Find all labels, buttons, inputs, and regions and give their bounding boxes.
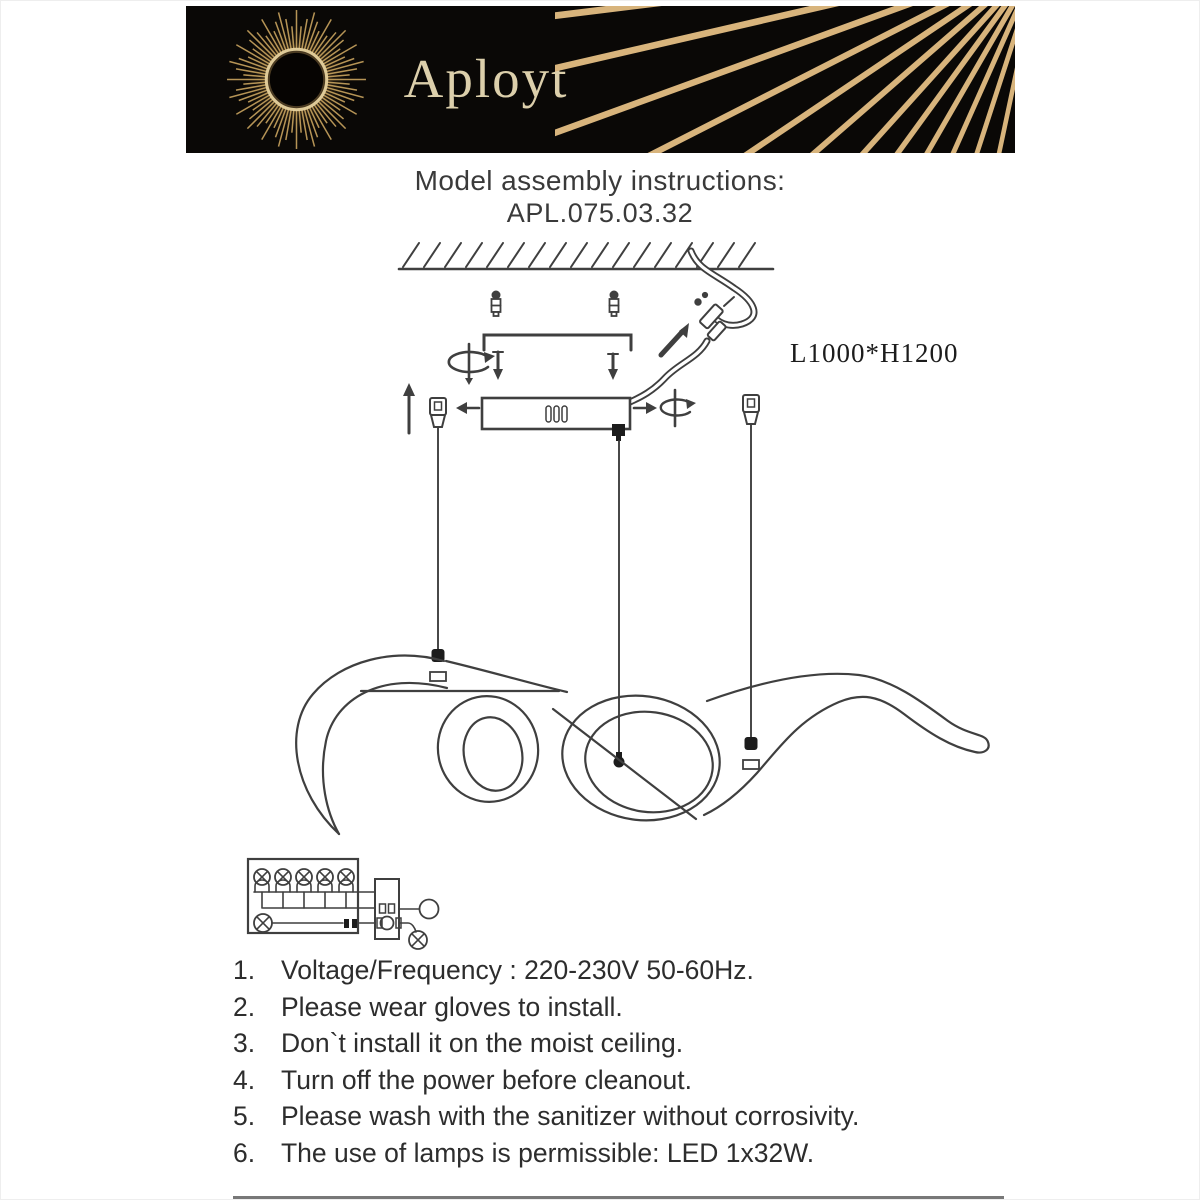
item-text: Voltage/Frequency : 220-230V 50-60Hz.	[281, 955, 754, 985]
power-cord	[630, 251, 754, 402]
brand-name: Aployt	[403, 48, 569, 109]
item-text: Please wear gloves to install.	[281, 991, 623, 1022]
slide-arrow-left-icon	[456, 402, 479, 414]
up-arrow-icon	[403, 383, 415, 433]
list-item	[233, 989, 1023, 1026]
list-item	[233, 1135, 1023, 1172]
rotate-icon-right	[661, 390, 696, 426]
cord-grip-icon-left	[430, 398, 446, 427]
wall-anchor-icons	[492, 291, 619, 316]
rotate-icon-left	[449, 344, 495, 385]
wiring-schematic	[248, 859, 439, 949]
item-number: 5.	[233, 1101, 256, 1132]
list-item	[233, 1025, 1023, 1062]
item-number: 2.	[233, 991, 256, 1022]
terminal-circle-icon	[420, 900, 439, 919]
item-text: Don`t install it on the moist ceiling.	[281, 1028, 684, 1059]
list-item	[233, 1098, 1023, 1135]
item-number: 1.	[233, 955, 256, 985]
list-item	[233, 1062, 1023, 1099]
driver-box	[375, 879, 401, 939]
mounting-bracket	[484, 335, 631, 350]
dimension-label: L1000*H1200	[790, 338, 959, 368]
slide-arrow-right-icon	[634, 402, 657, 414]
instruction-list	[233, 952, 1023, 1172]
list-item	[233, 952, 1023, 989]
item-text: Please wash with the sanitizer without corrosivity.	[281, 1101, 860, 1132]
suspension-cables	[438, 424, 751, 757]
ceiling	[399, 243, 773, 269]
ribbon-led-fixture	[296, 656, 988, 834]
item-text: Turn off the power before cleanout.	[281, 1064, 693, 1095]
canopy-box	[482, 398, 630, 441]
page-crop-strip	[233, 1196, 1004, 1200]
canopy-cable-outlet	[612, 424, 625, 436]
model-number: APL.075.03.32	[506, 198, 694, 228]
page-title: Model assembly instructions:	[414, 165, 786, 196]
item-number: 6.	[233, 1137, 256, 1168]
item-number: 3.	[233, 1028, 256, 1059]
item-text: The use of lamps is permissible: LED 1x32W.	[281, 1137, 815, 1168]
cord-grip-icon-right	[743, 395, 759, 424]
cord-connector-icon	[695, 292, 734, 341]
screw-icons	[493, 352, 618, 380]
item-number: 4.	[233, 1064, 256, 1095]
cord-direction-arrow-icon	[661, 323, 689, 355]
